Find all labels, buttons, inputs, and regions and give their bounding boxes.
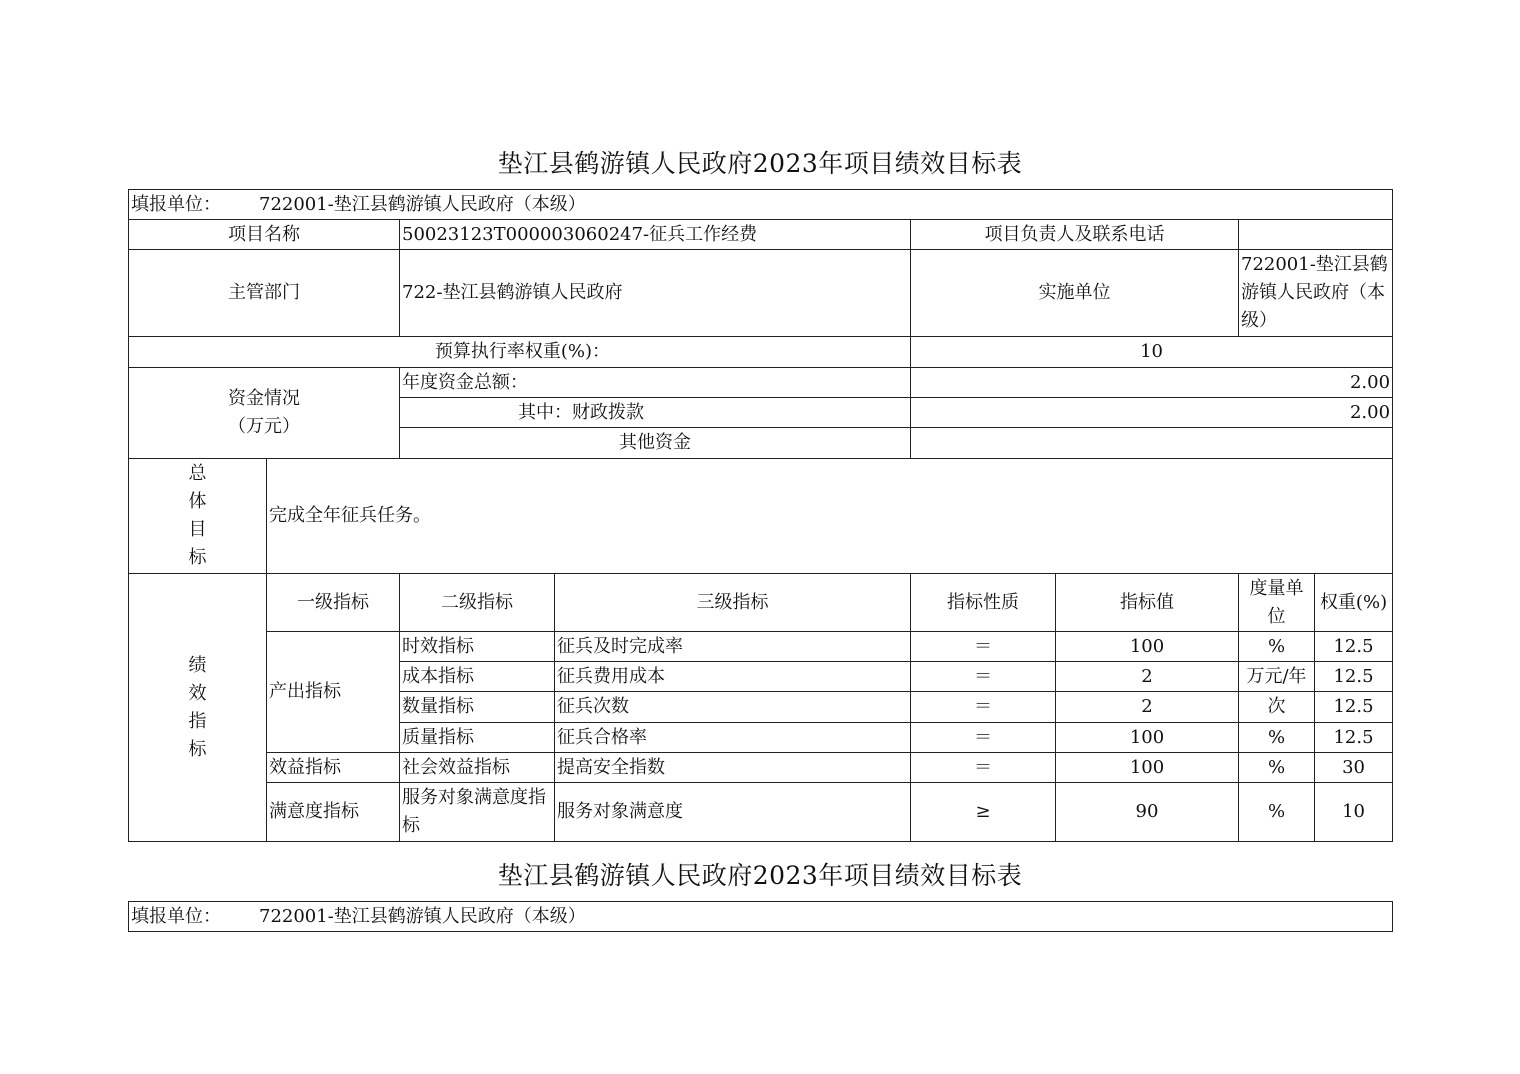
annual-total-value: 2.00 (911, 368, 1393, 398)
header-level2: 二级指标 (400, 574, 555, 632)
header-unit: 度量单位 (1239, 574, 1315, 632)
indicator-level1: 效益指标 (267, 753, 400, 783)
project-name-label: 项目名称 (129, 220, 400, 250)
indicator-value: 90 (1056, 783, 1239, 842)
header-weight: 权重(%) (1315, 574, 1393, 632)
indicator-nature: ≥ (911, 783, 1056, 842)
indicator-level3: 征兵合格率 (555, 723, 911, 753)
indicator-value: 100 (1056, 723, 1239, 753)
indicator-row (129, 632, 1393, 662)
header-level1: 一级指标 (267, 574, 400, 632)
performance-table-repeat (128, 901, 1393, 932)
header-value: 指标值 (1056, 574, 1239, 632)
reporting-unit-row (129, 902, 1393, 932)
indicator-level3: 征兵费用成本 (555, 662, 911, 692)
indicator-level3: 服务对象满意度 (555, 783, 911, 842)
indicator-weight: 10 (1315, 783, 1393, 842)
indicator-value: 100 (1056, 753, 1239, 783)
perf-label-char: 效 (188, 682, 207, 704)
impl-value: 722001-垫江县鹤游镇人民政府（本级） (1239, 250, 1393, 337)
indicator-unit: % (1239, 632, 1315, 662)
indicator-level2: 数量指标 (400, 692, 555, 723)
funds-label (129, 368, 400, 459)
indicator-value: 100 (1056, 632, 1239, 662)
page-title-repeat: 垫江县鹤游镇人民政府2023年项目绩效目标表 (497, 861, 1023, 890)
reporting-unit-value: 722001-垫江县鹤游镇人民政府（本级） (259, 905, 586, 927)
indicator-level3: 提高安全指数 (555, 753, 911, 783)
overall-goal-char: 标 (188, 547, 207, 568)
page-title: 垫江县鹤游镇人民政府2023年项目绩效目标表 (497, 149, 1023, 178)
perf-label-char: 绩 (188, 654, 207, 676)
contact-value (1239, 220, 1393, 250)
dept-value: 722-垫江县鹤游镇人民政府 (400, 250, 911, 337)
impl-label: 实施单位 (911, 250, 1239, 337)
performance-table (128, 189, 1393, 842)
indicator-nature: ＝ (911, 692, 1056, 723)
fiscal-value: 2.00 (911, 398, 1393, 428)
indicator-nature: ＝ (911, 662, 1056, 692)
reporting-unit-label: 填报单位： (131, 905, 221, 927)
indicator-unit: 万元/年 (1239, 662, 1315, 692)
perf-label-char: 指 (188, 710, 207, 732)
contact-label: 项目负责人及联系电话 (911, 220, 1239, 250)
fiscal-label: 其中：财政拨款 (400, 398, 911, 428)
overall-goal-char: 体 (188, 491, 207, 512)
annual-total-label: 年度资金总额： (400, 368, 911, 398)
project-name-value: 50023123T000003060247-征兵工作经费 (400, 220, 911, 250)
reporting-unit-value: 722001-垫江县鹤游镇人民政府（本级） (259, 193, 586, 215)
indicator-unit: % (1239, 723, 1315, 753)
perf-label-char: 标 (188, 738, 207, 760)
perf-label (129, 574, 267, 842)
other-label: 其他资金 (400, 428, 911, 459)
dept-label: 主管部门 (129, 250, 400, 337)
indicator-nature: ＝ (911, 723, 1056, 753)
indicator-weight: 12.5 (1315, 632, 1393, 662)
indicator-level1: 满意度指标 (267, 783, 400, 842)
overall-goal-value: 完成全年征兵任务。 (267, 459, 1393, 574)
reporting-unit-label: 填报单位： (131, 193, 221, 215)
indicator-row (129, 783, 1393, 842)
indicator-nature: ＝ (911, 632, 1056, 662)
overall-goal-char: 总 (188, 463, 207, 484)
indicator-level3: 征兵及时完成率 (555, 632, 911, 662)
indicator-value: 2 (1056, 692, 1239, 723)
indicator-level3: 征兵次数 (555, 692, 911, 723)
indicator-level2: 服务对象满意度指标 (400, 783, 555, 842)
indicator-weight: 30 (1315, 753, 1393, 783)
budget-rate-value: 10 (911, 337, 1393, 368)
indicator-weight: 12.5 (1315, 723, 1393, 753)
funds-label-line2: （万元） (228, 416, 300, 437)
indicator-unit: 次 (1239, 692, 1315, 723)
header-nature: 指标性质 (911, 574, 1056, 632)
indicator-row (129, 753, 1393, 783)
reporting-unit-row (129, 190, 1393, 220)
indicator-unit: % (1239, 783, 1315, 842)
header-level3: 三级指标 (555, 574, 911, 632)
indicator-level2: 质量指标 (400, 723, 555, 753)
budget-rate-label: 预算执行率权重(%)： (129, 337, 911, 368)
other-value (911, 428, 1393, 459)
overall-goal-char: 目 (188, 519, 207, 540)
indicator-unit: % (1239, 753, 1315, 783)
funds-label-line1: 资金情况 (228, 388, 300, 409)
indicator-level2: 社会效益指标 (400, 753, 555, 783)
indicator-nature: ＝ (911, 753, 1056, 783)
indicator-weight: 12.5 (1315, 662, 1393, 692)
indicator-weight: 12.5 (1315, 692, 1393, 723)
overall-goal-label (129, 459, 267, 574)
indicator-value: 2 (1056, 662, 1239, 692)
indicator-level1: 产出指标 (267, 632, 400, 753)
indicator-level2: 时效指标 (400, 632, 555, 662)
indicator-level2: 成本指标 (400, 662, 555, 692)
